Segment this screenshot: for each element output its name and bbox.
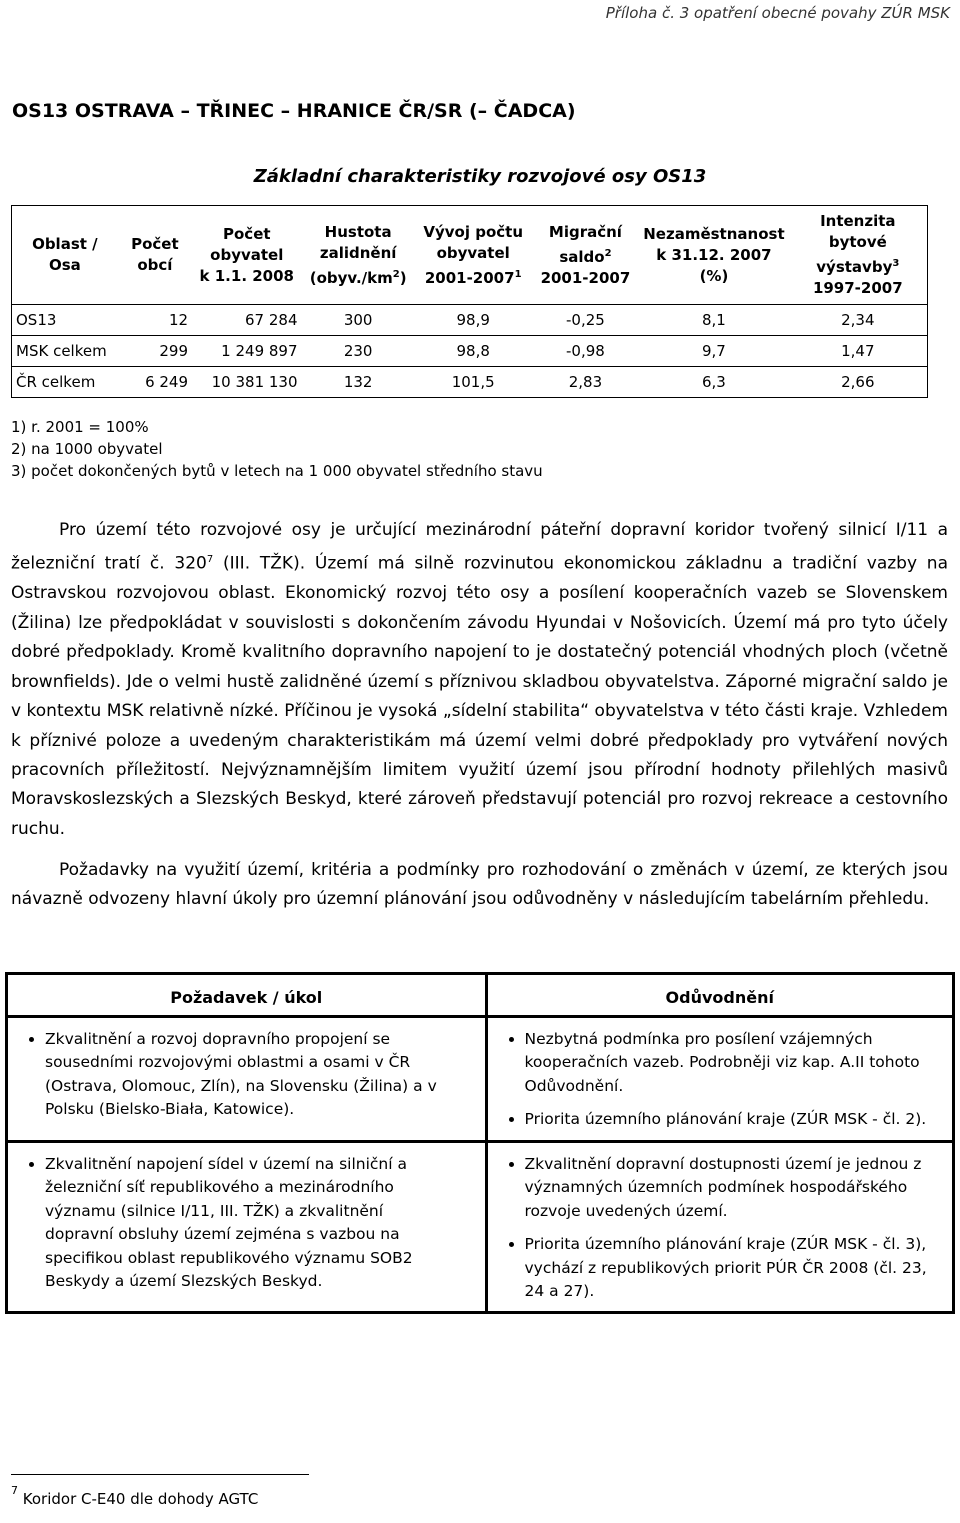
cell-population: 10 381 130 bbox=[192, 367, 301, 398]
header-municipalities: Počet obcí bbox=[118, 206, 192, 305]
footnote-2: 2) na 1000 obyvatel bbox=[11, 440, 163, 458]
cell-population: 67 284 bbox=[192, 305, 301, 336]
stats-table bbox=[11, 205, 928, 398]
cell-migration: -0,98 bbox=[532, 336, 640, 367]
cell-unemployment: 8,1 bbox=[639, 305, 788, 336]
header-justification: Odůvodnění bbox=[486, 974, 954, 1017]
table-row bbox=[12, 336, 928, 367]
table-footnotes bbox=[11, 416, 543, 482]
cell-density: 132 bbox=[302, 367, 415, 398]
cell-area: ČR celkem bbox=[12, 367, 118, 398]
header-housing: Intenzita bytové výstavby$^3$ 1997-2007 bbox=[789, 206, 928, 305]
list-item: • Nezbytná podmínka pro posílení vzájemných kooperačních vazeb. Podrobněji viz kap. A.II tohoto Odůvodnění. bbox=[525, 1028, 943, 1098]
cell-density: 300 bbox=[302, 305, 415, 336]
requirements-table bbox=[5, 972, 955, 1314]
header-population: Počet obyvatel k 1.1. 2008 bbox=[192, 206, 301, 305]
body-paragraph-1: Pro území této rozvojové osy je určující mezinárodní páteřní dopravní koridor tvořený silnicí I/11 a železniční tratí č. $320^7$ (III. TŽK). Území má silně rozvinutou ekonomickou základnu a tradiční vazby na Ostravskou rozvojovou oblast. Ekonomický rozvoj této osy a posílení kooperačních vazeb se Slovenskem (Žilina) lze předpokládat v souvislosti s dokončením závodu Hyundai v Nošovicích. Území má pro tyto účely dobré předpoklady. Kromě kvalitního dopravního napojení to je dostatečný potenciál vhodných ploch (včetně brownfields). Jde o velmi hustě zalidněné území s příznivou skladbou obyvatelstva. Záporné migrační saldo je v kontextu MSK relativně nízké. Příčinou je vysoká „sídelní stabilita“ obyvatelstva v této části kraje. Vzhledem k příznivé poloze a uvedeným charakteristikám má území velmi dobré předpoklady pro vytváření nových pracovních příležitostí. Nejvýznamnějším limitem využití území jsou přírodní hodnoty přilehlých masivů Moravskoslezských a Slezských Beskyd, které zároveň představují potenciál pro rozvoj rekreace a cestovního ruchu. bbox=[11, 520, 948, 839]
header-population-trend: Vývoj počtu obyvatel 2001-2007$^1$ bbox=[415, 206, 532, 305]
list-item: • Zkvalitnění napojení sídel v území na silniční a železniční síť republikového a mezinárodního významu (silnice I/11, III. TŽK) a zkvalitnění dopravní obsluhy území zejména s vazbou na specifikou oblast republikového významu SOB2 Beskydy a území Slezských Beskyd. bbox=[45, 1153, 475, 1293]
cell-housing: 2,34 bbox=[789, 305, 928, 336]
cell-area: MSK celkem bbox=[12, 336, 118, 367]
cell-pop-trend: 98,9 bbox=[415, 305, 532, 336]
cell-population: 1 249 897 bbox=[192, 336, 301, 367]
footnote-ref-7: 7 bbox=[206, 554, 214, 566]
body-paragraph-2: Požadavky na využití území, kritéria a podmínky pro rozhodování o změnách v území, ze kterých jsou návazně odvozeny hlavní úkoly pro územní plánování jsou odůvodněny v následujícím tabelárním přehledu. bbox=[11, 860, 948, 910]
cell-municipalities: 6 249 bbox=[118, 367, 192, 398]
footnote-7: $^7$ Koridor C-E40 dle dohody AGTC bbox=[11, 1484, 259, 1508]
footnote-separator bbox=[11, 1474, 309, 1475]
header-unemployment: Nezaměstnanost k 31.12. 2007 (%) bbox=[639, 206, 788, 305]
cell-area: OS13 bbox=[12, 305, 118, 336]
cell-migration: -0,25 bbox=[532, 305, 640, 336]
footnote-3: 3) počet dokončených bytů v letech na 1 000 obyvatel středního stavu bbox=[11, 462, 543, 480]
table-row bbox=[7, 1142, 954, 1313]
footnote-1: 1) r. 2001 = 100% bbox=[11, 418, 149, 436]
cell-density: 230 bbox=[302, 336, 415, 367]
table-row bbox=[7, 1017, 954, 1142]
stats-header-row bbox=[12, 206, 928, 305]
table-row bbox=[12, 367, 928, 398]
document-title: OS13 OSTRAVA – TŘINEC – HRANICE ČR/SR (– ČADCA) bbox=[12, 100, 576, 122]
header-migration: Migrační saldo$^2$ 2001-2007 bbox=[532, 206, 640, 305]
list-item: • Priorita územního plánování kraje (ZÚR MSK - čl. 3), vychází z republikových priorit PÚR ČR 2008 (čl. 23, 24 a 27). bbox=[525, 1233, 943, 1303]
cell-housing: 1,47 bbox=[789, 336, 928, 367]
cell-housing: 2,66 bbox=[789, 367, 928, 398]
stats-table-caption: Základní charakteristiky rozvojové osy OS13 bbox=[253, 166, 707, 187]
cell-migration: 2,83 bbox=[532, 367, 640, 398]
cell-municipalities: 12 bbox=[118, 305, 192, 336]
table-row bbox=[12, 305, 928, 336]
list-item: • Priorita územního plánování kraje (ZÚR MSK - čl. 2). bbox=[525, 1108, 943, 1131]
header-requirement: Požadavek / úkol bbox=[7, 974, 487, 1017]
header-density: Hustota zalidnění $(obyv./km^2)$ bbox=[302, 206, 415, 305]
cell-pop-trend: 101,5 bbox=[415, 367, 532, 398]
cell-municipalities: 299 bbox=[118, 336, 192, 367]
cell-unemployment: 9,7 bbox=[639, 336, 788, 367]
cell-pop-trend: 98,8 bbox=[415, 336, 532, 367]
cell-unemployment: 6,3 bbox=[639, 367, 788, 398]
header-area: Oblast / Osa bbox=[12, 206, 118, 305]
list-item: • Zkvalitnění dopravní dostupnosti území je jednou z významných územních podmínek hospodářského rozvoje uvedených území. bbox=[525, 1153, 943, 1223]
list-item: • Zkvalitnění a rozvoj dopravního propojení se sousedními rozvojovými oblastmi a osami v ČR (Ostrava, Olomouc, Zlín), na Slovensku (Žilina) a v Polsku (Bielsko-Biała, Katowice). bbox=[45, 1028, 475, 1122]
page-header-note: Příloha č. 3 opatření obecné povahy ZÚR MSK bbox=[605, 4, 950, 22]
